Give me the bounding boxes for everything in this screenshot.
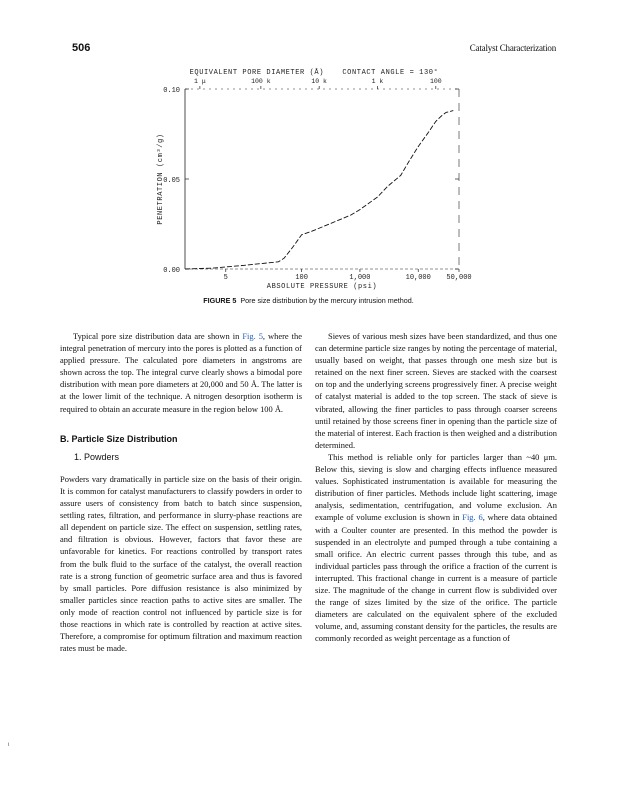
x-tick-label: 1,000 xyxy=(349,274,371,282)
figure-6-link[interactable]: Fig. 6 xyxy=(462,512,483,523)
x-tick-label: 50,000 xyxy=(446,274,472,282)
top-axis-label: EQUIVALENT PORE DIAMETER (Å) xyxy=(189,69,325,77)
figure-caption-label: FIGURE 5 xyxy=(203,296,237,305)
paragraph-powders: Powders vary dramatically in particle size on the basis of their origin. It is common for catalyst manufacturers to classify powders in order to assure users of consistency from batch to batch since suspension, settling rates, filtration, and performance in slurry-phase reactions are all dependent on particle size. The effect on suspension, settling rates, and filtration is obvious. However, factors that favor these are unfavorable for kinetics. For reactions controlled by transport rates from the bulk fluid to the surface of the catalyst, the overall reaction rate is a strong function of geometric surface area and thus is favored by small particles. Pore diffusion resistance is also minimized by smaller particles since reaction paths to active sites are smaller. The only mode of reaction control not influenced by particle size is for those reactions in which rate is controlled by reaction at active sites. Therefore, a compromise for optimum filtration and maximum reaction rates must be made. xyxy=(60,473,302,654)
penetration-curve xyxy=(185,111,453,269)
figure-caption-text: Pore size distribution by the mercury intrusion method. xyxy=(240,296,414,305)
top-tick-label: 1 k xyxy=(371,78,384,85)
x-tick-label: 5 xyxy=(223,274,228,282)
paragraph-pore-data xyxy=(60,330,302,415)
text-run: Typical pore size distribution data are shown in xyxy=(73,331,243,341)
subsection-heading: 1. Powders xyxy=(74,451,120,462)
paragraph-sieves: Sieves of various mesh sizes have been standardized, and thus one can determine particle size ranges by noting the percentage of material, usually based on weight, that passes through one mesh size but is retained on the next finer screen. Sieves are stacked with the coarsest on top and the underlying screens progressively finer. A precise weight of catalyst material is added to the top screen. The stack of sieve is vibrated, allowing the finer particles to pass through coarser screens until retained by those screens finer in opening than the particle size of the material of interest. Each fraction is then weighed and a distribution determined. xyxy=(315,331,557,450)
top-tick-label: 10 k xyxy=(311,78,327,85)
x-tick-label: 10,000 xyxy=(405,274,431,282)
top-tick-label: 100 k xyxy=(251,78,271,85)
text-run: This method is reliable only for particles larger than ~40 μm. Below this, sieving is slow and charging effects influence measured values. Sophisticated instrumentation is available for measuring the distribution of finer particles. Methods include light scattering, image analysis, sedimentation, centrifugation, and volume exclusion. An example of volume exclusion is shown in xyxy=(315,451,557,523)
y-tick-label: 0.05 xyxy=(163,177,180,185)
right-column xyxy=(315,330,557,644)
y-tick-label: 0.10 xyxy=(163,87,180,95)
paragraph-fine-particles xyxy=(315,451,557,645)
x-axis-label: ABSOLUTE PRESSURE (psi) xyxy=(266,283,378,291)
y-axis-label: PENETRATION (cm³/g) xyxy=(157,133,165,225)
top-tick-label: 1 μ xyxy=(194,78,206,85)
top-tick-label: 100 xyxy=(429,78,442,85)
text-run: , where the integral penetration of mercury into the pores is plotted as a function of applied pressure. The calculated pore diameters in angstroms are shown across the top. The integral curve clearly shows a bimodal pore distribution with mean pore diameters at 20,000 and 50 Å. The latter is at the lower limit of the technique. A nitrogen desorption isotherm is required to obtain an accurate measure in the region below 100 Å. xyxy=(60,331,302,414)
x-tick-label: 100 xyxy=(295,274,308,282)
pore-size-chart xyxy=(0,0,617,296)
running-title: Catalyst Characterization xyxy=(469,43,556,53)
figure-5-link[interactable]: Fig. 5 xyxy=(242,331,263,341)
y-tick-label: 0.00 xyxy=(163,267,180,275)
figure-caption xyxy=(0,296,617,305)
margin-mark: ι xyxy=(8,742,10,748)
left-column xyxy=(60,330,302,654)
text-run: , where data obtained with a Coulter counter are presented. In this method the powder is suspended in an electrolyte and pumped through a tube containing a small orifice. An electric current passes through this tube, and as individual particles pass through the orifice a fraction of the current is interrupted. This fractional change in current is a measure of particle size. The magnitude of the change in current flow is subdivided over the range of sizes limited by the size of the orifice. The particle diameters are calculated on the equivalent sphere of the excluded volume, and, assuming constant density for the particles, the results are commonly recorded as weight percentage as a function of xyxy=(315,512,557,644)
section-heading: B. Particle Size Distribution xyxy=(60,433,178,444)
page-number: 506 xyxy=(72,42,91,54)
top-axis-note: CONTACT ANGLE = 130° xyxy=(342,69,439,77)
